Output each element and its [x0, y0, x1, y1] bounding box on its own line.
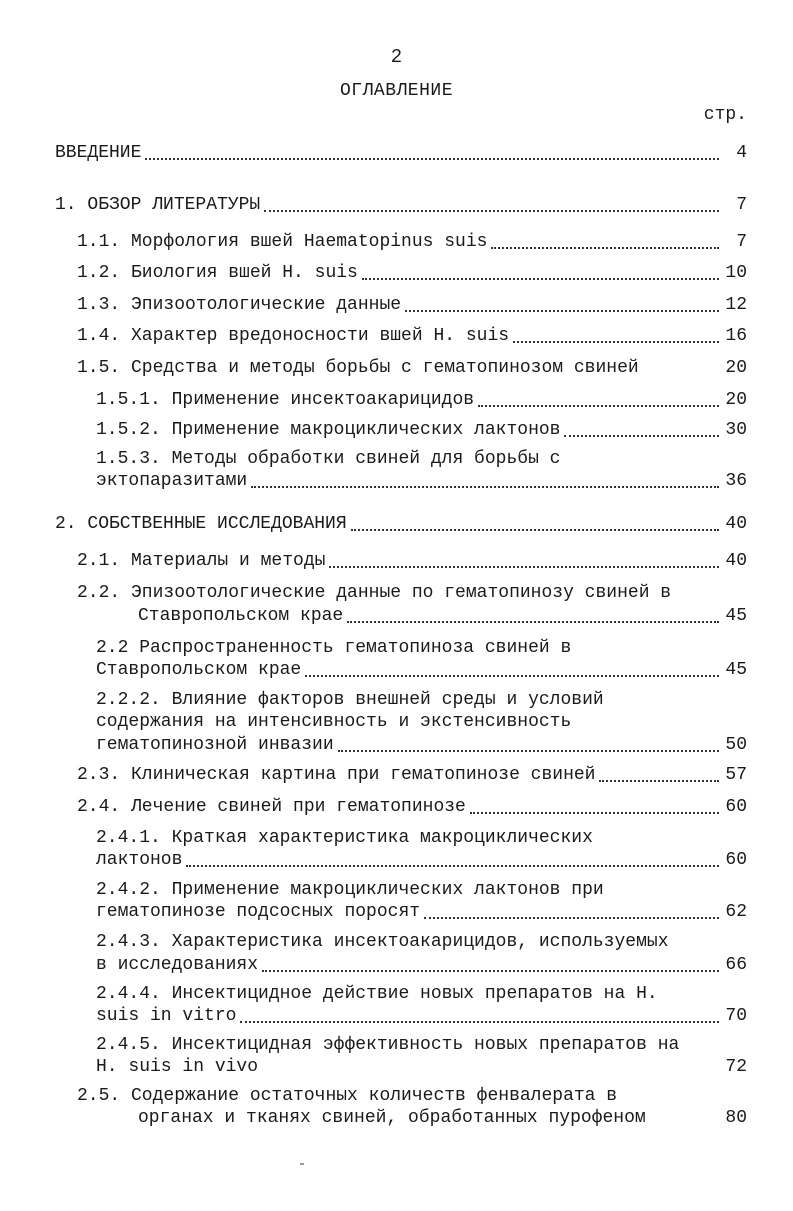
toc-page-number: 16 — [725, 326, 747, 346]
toc-entry-text: 2.3. Клиническая картина при гематопинозе свиней — [77, 765, 596, 785]
toc-entry-text: 1.4. Характер вредоносности вшей H. suis — [77, 326, 510, 346]
toc-page-number: 80 — [725, 1108, 747, 1128]
toc-entry-text: гематопинозной инвазии — [96, 735, 334, 755]
page-column-label: стр. — [703, 105, 747, 125]
toc-entry-text: органах и тканях свиней, обработанных пурофеном — [138, 1108, 646, 1128]
dot-leader — [362, 278, 719, 280]
toc-entry-text: ВВЕДЕНИЕ — [55, 143, 142, 163]
toc-page-number: 30 — [725, 420, 747, 440]
dot-leader — [599, 780, 719, 782]
toc-entry-2-4-2-line1: 2.4.2. Применение макроциклических лактонов при — [96, 880, 604, 900]
toc-entry-2-4-1-line1: 2.4.1. Краткая характеристика макроциклических — [96, 828, 593, 848]
toc-entry-2-2-1 — [96, 658, 747, 682]
toc-entry-2-4-5 — [96, 1055, 747, 1079]
dot-leader — [470, 812, 719, 814]
toc-entry-text: 2. СОБСТВЕННЫЕ ИССЛЕДОВАНИЯ — [55, 514, 347, 534]
toc-page-number: 10 — [725, 263, 747, 283]
toc-entry-2-4-2 — [96, 900, 747, 924]
toc-entry-2-4-4-line1: 2.4.4. Инсектицидное действие новых препаратов на H. — [96, 984, 658, 1004]
toc-page-number: 7 — [736, 195, 747, 215]
dot-leader — [351, 529, 719, 531]
toc-entry-2-4 — [77, 795, 747, 819]
toc-entry-1-2 — [77, 261, 747, 285]
toc-entry-text: Ставропольском крае — [138, 606, 344, 626]
scan-speck — [300, 1163, 304, 1165]
toc-page-number: 60 — [725, 797, 747, 817]
toc-entry-1-5-3-line1: 1.5.3. Методы обработки свиней для борьбы с — [96, 449, 561, 469]
dot-leader — [145, 158, 719, 160]
toc-entry-2-2-2 — [96, 733, 747, 757]
toc-entry-text: 1.3. Эпизоотологические данные — [77, 295, 402, 315]
toc-page-number: 40 — [725, 551, 747, 571]
toc-page-number: 70 — [725, 1006, 747, 1026]
toc-entry-2-4-4 — [96, 1004, 747, 1028]
toc-page-number: 66 — [725, 955, 747, 975]
dot-leader — [240, 1021, 719, 1023]
toc-entry-2-2-line1: 2.2. Эпизоотологические данные по гематопинозу свиней в — [77, 583, 672, 603]
toc-entry-1-3 — [77, 293, 747, 317]
dot-leader — [338, 750, 719, 752]
dot-leader — [186, 865, 719, 867]
toc-entry-1-1 — [77, 230, 747, 254]
toc-entry-chapter-2 — [55, 512, 747, 536]
toc-entry-2-4-5-line1: 2.4.5. Инсектицидная эффективность новых препаратов на — [96, 1035, 680, 1055]
toc-entry-text: Ставропольском крае — [96, 660, 302, 680]
toc-page-number: 50 — [725, 735, 747, 755]
dot-leader — [478, 405, 719, 407]
toc-entry-text: suis in vitro — [96, 1006, 237, 1026]
page-number: 2 — [390, 46, 403, 68]
toc-entry-text: эктопаразитами — [96, 471, 248, 491]
toc-entry-2-5-line1: 2.5. Содержание остаточных количеств фенвалерата в — [77, 1086, 618, 1106]
dot-leader — [513, 341, 719, 343]
dot-leader — [329, 566, 719, 568]
toc-page-number: 20 — [725, 390, 747, 410]
toc-page-number: 60 — [725, 850, 747, 870]
toc-page-number: 20 — [725, 358, 747, 378]
toc-entry-chapter-1 — [55, 193, 747, 217]
toc-entry-text: 2.1. Материалы и методы — [77, 551, 326, 571]
toc-entry-1-5-2 — [96, 418, 747, 442]
dot-leader — [347, 621, 719, 623]
toc-entry-text: H. suis in vivo — [96, 1057, 259, 1077]
toc-entry-1-5-3 — [96, 469, 747, 493]
dot-leader — [251, 486, 719, 488]
toc-entry-2-4-3 — [96, 953, 747, 977]
dot-leader — [305, 675, 719, 677]
toc-entry-2-3 — [77, 763, 747, 787]
dot-leader — [264, 210, 719, 212]
toc-entry-2-4-1 — [96, 848, 747, 872]
toc-page-number: 4 — [736, 143, 747, 163]
toc-page-number: 45 — [725, 660, 747, 680]
dot-leader — [424, 917, 719, 919]
toc-page-number: 40 — [725, 514, 747, 534]
page-title: ОГЛАВЛЕНИЕ — [339, 81, 454, 101]
dot-leader — [564, 435, 719, 437]
toc-page-number: 36 — [725, 471, 747, 491]
toc-entry-text: 1.5.1. Применение инсектоакарицидов — [96, 390, 475, 410]
toc-entry-text: 1.5. Средства и методы борьбы с гематопинозом свиней — [77, 358, 639, 378]
toc-entry-text: 1.5.2. Применение макроциклических лактонов — [96, 420, 561, 440]
dot-leader — [491, 247, 719, 249]
toc-page-number: 57 — [725, 765, 747, 785]
toc-page-number: 12 — [725, 295, 747, 315]
toc-entry-text: 2.4. Лечение свиней при гематопинозе — [77, 797, 466, 817]
toc-entry-2-2 — [138, 604, 747, 628]
toc-page-number: 7 — [736, 232, 747, 252]
toc-entry-2-5 — [138, 1106, 747, 1130]
dot-leader — [262, 970, 719, 972]
toc-entry-2-1 — [77, 549, 747, 573]
toc-entry-text: лактонов — [96, 850, 183, 870]
toc-entry-1-5 — [77, 356, 747, 380]
toc-entry-intro — [55, 141, 747, 165]
toc-page-number: 62 — [725, 902, 747, 922]
toc-page-number: 45 — [725, 606, 747, 626]
toc-entry-text: 1.1. Морфология вшей Haematopinus suis — [77, 232, 488, 252]
toc-entry-text: в исследованиях — [96, 955, 259, 975]
toc-entry-2-4-3-line1: 2.4.3. Характеристика инсектоакарицидов, используемых — [96, 932, 669, 952]
toc-entry-2-2-2-line2: содержания на интенсивность и экстенсивность — [96, 712, 572, 732]
toc-entry-2-2-1-line1: 2.2 Распространенность гематопиноза свиней в — [96, 638, 572, 658]
toc-entry-2-2-2-line1: 2.2.2. Влияние факторов внешней среды и условий — [96, 690, 604, 710]
toc-entry-1-4 — [77, 324, 747, 348]
toc-entry-text: 1.2. Биология вшей H. suis — [77, 263, 358, 283]
toc-entry-1-5-1 — [96, 388, 747, 412]
dot-leader — [405, 310, 719, 312]
toc-entry-text: гематопинозе подсосных поросят — [96, 902, 421, 922]
toc-page-number: 72 — [725, 1057, 747, 1077]
toc-entry-text: 1. ОБЗОР ЛИТЕРАТУРЫ — [55, 195, 261, 215]
